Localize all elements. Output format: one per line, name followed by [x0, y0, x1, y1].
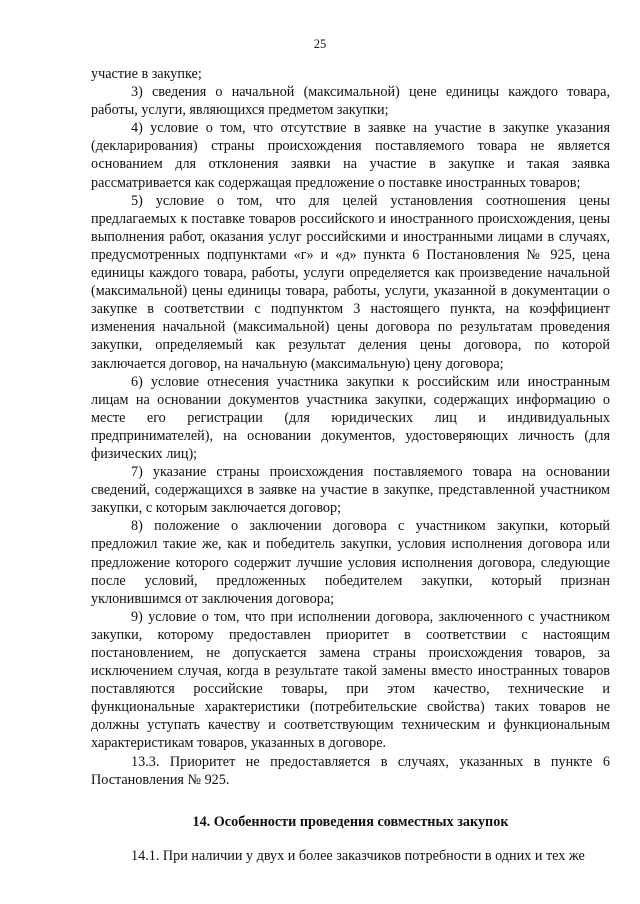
- paragraph-item-3: 3) сведения о начальной (максимальной) цене единицы каждого товара, работы, услуги, являющихся предметом закупки;: [91, 84, 610, 119]
- paragraph-item-6: 6) условие отнесения участника закупки к российским или иностранным лицам на основании документов участника закупки, содержащих информацию о месте его регистрации (для юридических лиц и индивидуальных предпринимателей), на основании документов, удостоверяющих личность (для физических лиц);: [91, 373, 610, 462]
- paragraph-item-5: 5) условие о том, что для целей установления соотношения цены предлагаемых к поставке товаров российского и иностранного происхождения, цены выполнения работ, оказания услуг российскими и иностранными лицами в случаях, предусмотренных подпунктами «г» и «д» пункта 6 Постановления № 925, цена единицы каждого товара, работы, услуги определяется как произведение начальной (максимальной) цены единицы товара, работы, услуги, указанной в документации о закупке в соответствии с подпунктом 3 настоящего пункта, на коэффициент изменения начальной (максимальной) цены договора по результатам проведения закупки, определяемый как результат деления цены договора, по которой заключается договор, на начальную (максимальную) цену договора;: [91, 192, 610, 372]
- document-body: [91, 65, 610, 865]
- paragraph-14-1: 14.1. При наличии у двух и более заказчиков потребности в одних и тех же: [131, 847, 585, 864]
- paragraph-item-4: 4) условие о том, что отсутствие в заявке на участие в закупке указания (декларирования) страны происхождения поставляемого товара не является основанием для отклонения заявки на участие в закупке и такая заявка рассматривается как содержащая предложение о поставке иностранных товаров;: [91, 120, 610, 191]
- section-heading: 14. Особенности проведения совместных закупок: [192, 813, 509, 830]
- paragraph-item-8: 8) положение о заключении договора с участником закупки, который предложил такие же, как и победитель закупки, условия исполнения договора или предложение которого содержит лучшие условия исполнения договора, следующие после условий, предложенных победителем закупки, который признан уклонившимся от заключения договора;: [91, 518, 610, 607]
- page-number: 25: [313, 37, 327, 51]
- paragraph-item-9: 9) условие о том, что при исполнении договора, заключенного с участником закупки, которому предоставлен приоритет в соответствии с настоящим постановлением, не допускается замена страны происхождения товаров, за исключением случая, когда в результате такой замены вместо иностранных товаров поставляются российские товары, при этом качество, технические и функциональные характеристики (потребительские свойства) таких товаров не должны уступать качеству и соответствующим техническим и функциональным характеристикам товаров, указанных в договоре.: [91, 608, 610, 752]
- paragraph-item-7: 7) указание страны происхождения поставляемого товара на основании сведений, содержащихся в заявке на участие в закупке, представленной участником закупки, с которым заключается договор;: [91, 464, 610, 517]
- paragraph-continuation: участие в закупке;: [91, 66, 202, 82]
- paragraph-13-3: 13.3. Приоритет не предоставляется в случаях, указанных в пункте 6 Постановления № 925.: [91, 753, 610, 788]
